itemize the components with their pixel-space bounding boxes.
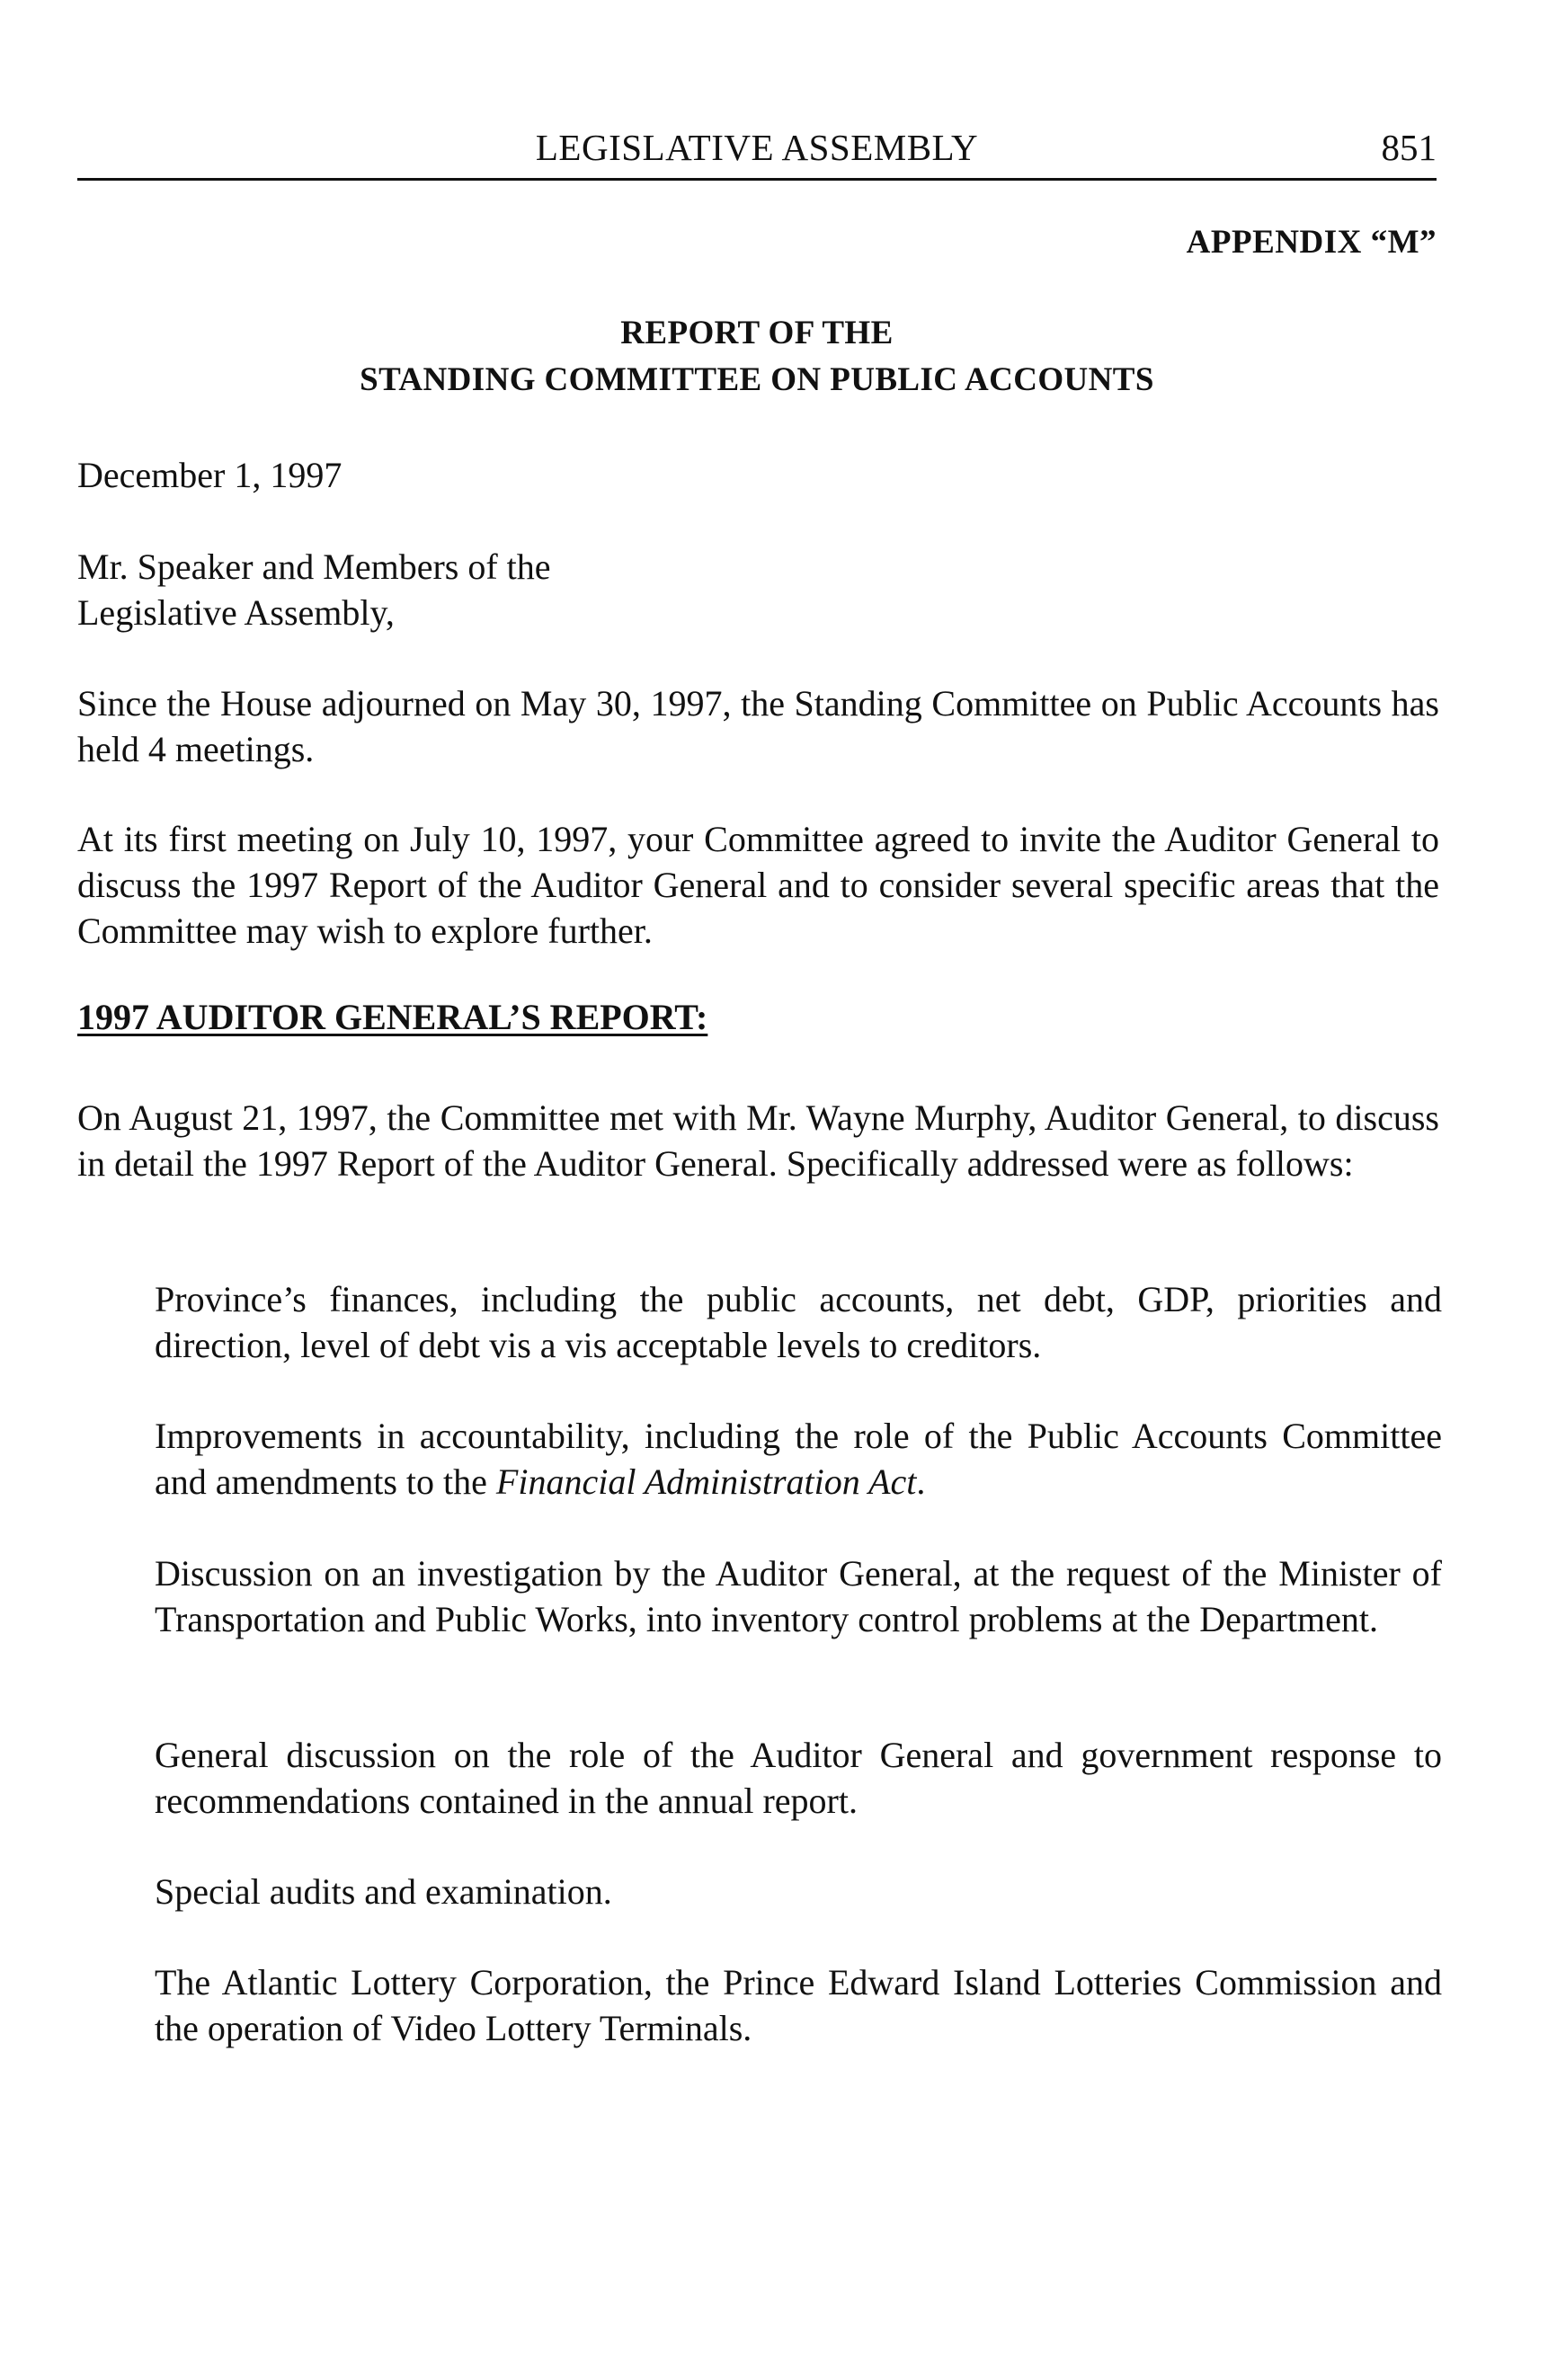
running-header: [77, 124, 1437, 181]
list-item: General discussion on the role of the Auditor General and government response to recommendations contained in the annual report.: [155, 1735, 1442, 1821]
salutation: [77, 544, 1439, 635]
report-title-line-2: STANDING COMMITTEE ON PUBLIC ACCOUNTS: [360, 361, 1154, 398]
salutation-line-1: Mr. Speaker and Members of the: [77, 546, 551, 587]
list-item: Special audits and examination.: [155, 1871, 612, 1912]
report-title: [77, 310, 1437, 404]
section-intro-paragraph: On August 21, 1997, the Committee met with Mr. Wayne Murphy, Auditor General, to discuss in detail the 1997 Report of the Auditor General. Specifically addressed were as follows:: [77, 1097, 1439, 1184]
list-item: The Atlantic Lottery Corporation, the Prince Edward Island Lotteries Commission and the operation of Video Lottery Terminals.: [155, 1962, 1442, 2048]
list-item-text: Improvements in accountability, including the role of the Public Accounts Committee and amendments to the: [155, 1416, 1442, 1502]
report-title-line-1: REPORT OF THE: [620, 315, 894, 351]
page-number: 851: [1381, 127, 1437, 168]
section-heading: 1997 AUDITOR GENERAL’S REPORT:: [77, 997, 708, 1037]
list-item-text-end: .: [916, 1461, 926, 1502]
appendix-label: APPENDIX “M”: [1186, 224, 1437, 261]
act-title: Financial Administration Act: [495, 1461, 917, 1502]
report-date: December 1, 1997: [77, 455, 343, 495]
paragraph-first-meeting: At its first meeting on July 10, 1997, your Committee agreed to invite the Auditor General to discuss the 1997 Report of the Auditor General and to consider several specific areas that the Committee may wish to explore further.: [77, 819, 1439, 951]
list-item: [155, 1413, 1442, 1505]
list-item: Discussion on an investigation by the Auditor General, at the request of the Minister of Transportation and Public Works, into inventory control problems at the Department.: [155, 1553, 1442, 1639]
paragraph-meetings-held: Since the House adjourned on May 30, 1997, the Standing Committee on Public Accounts has held 4 meetings.: [77, 683, 1439, 769]
running-header-title: LEGISLATIVE ASSEMBLY: [535, 127, 979, 168]
salutation-line-2: Legislative Assembly,: [77, 592, 395, 633]
list-item: Province’s finances, including the public accounts, net debt, GDP, priorities and direction, level of debt vis a vis acceptable levels to creditors.: [155, 1279, 1442, 1365]
